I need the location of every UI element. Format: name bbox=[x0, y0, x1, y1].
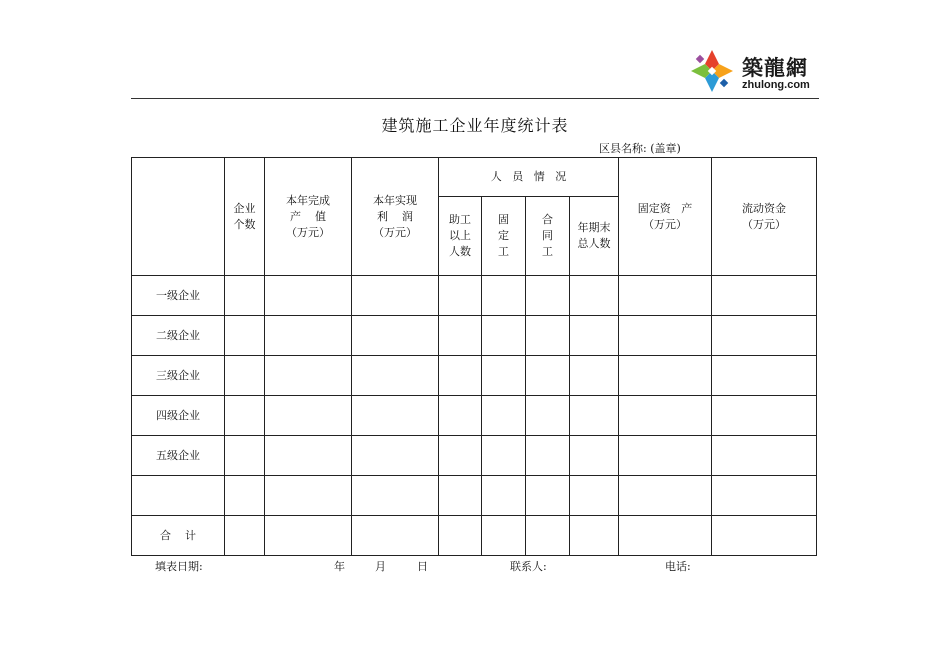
table-cell[interactable] bbox=[352, 396, 439, 436]
table-cell[interactable] bbox=[225, 396, 265, 436]
fill-date-label: 填表日期: bbox=[155, 560, 203, 573]
table-cell[interactable] bbox=[439, 516, 482, 556]
table-row bbox=[132, 356, 817, 396]
row-label-cell bbox=[132, 516, 225, 556]
table-cell[interactable] bbox=[619, 476, 712, 516]
table-cell[interactable] bbox=[225, 516, 265, 556]
table-cell[interactable] bbox=[225, 436, 265, 476]
table-cell[interactable] bbox=[225, 476, 265, 516]
year-label: 年 bbox=[334, 560, 345, 573]
row-label-cell bbox=[132, 316, 225, 356]
table-cell[interactable] bbox=[712, 476, 817, 516]
table-cell[interactable] bbox=[619, 516, 712, 556]
table-cell[interactable] bbox=[439, 316, 482, 356]
table-cell[interactable] bbox=[482, 476, 526, 516]
table-cell[interactable] bbox=[265, 436, 352, 476]
table-row bbox=[132, 316, 817, 356]
header-staff-col-cell bbox=[570, 197, 619, 276]
table-cell[interactable] bbox=[225, 356, 265, 396]
header-fixed-assets-cell bbox=[619, 158, 712, 276]
logo-url: zhulong.com bbox=[742, 79, 810, 91]
logo-mark-purple bbox=[696, 55, 704, 63]
row-label: 二级企业 bbox=[156, 328, 200, 342]
table-cell[interactable] bbox=[570, 356, 619, 396]
table-cell[interactable] bbox=[570, 476, 619, 516]
header-staff-col-cell bbox=[526, 197, 570, 276]
header-output-cell bbox=[265, 158, 352, 276]
table-row bbox=[132, 476, 817, 516]
table-cell[interactable] bbox=[570, 276, 619, 316]
table-row bbox=[132, 396, 817, 436]
form-title: 建筑施工企业年度统计表 bbox=[381, 116, 569, 135]
row-label: 五级企业 bbox=[156, 448, 200, 462]
header-output: 本年完成 产 值 （万元） bbox=[286, 193, 330, 239]
table-row bbox=[132, 516, 817, 556]
table-cell[interactable] bbox=[265, 396, 352, 436]
table-cell[interactable] bbox=[619, 356, 712, 396]
table-cell[interactable] bbox=[482, 436, 526, 476]
header-current-funds-cell bbox=[712, 158, 817, 276]
table-cell[interactable] bbox=[526, 356, 570, 396]
table-row bbox=[132, 436, 817, 476]
table-cell[interactable] bbox=[439, 276, 482, 316]
table-cell[interactable] bbox=[712, 396, 817, 436]
table-cell[interactable] bbox=[619, 396, 712, 436]
row-label: 三级企业 bbox=[156, 368, 200, 382]
row-label-cell bbox=[132, 436, 225, 476]
header-profit-cell bbox=[352, 158, 439, 276]
table-cell[interactable] bbox=[265, 276, 352, 316]
table-cell[interactable] bbox=[482, 276, 526, 316]
district-label: 区县名称: (盖章) bbox=[599, 142, 681, 155]
header-staff-group: 人 员 情 况 bbox=[490, 170, 567, 183]
row-label: 合 计 bbox=[160, 528, 196, 542]
header-staff-group-cell bbox=[439, 158, 619, 197]
table-row bbox=[132, 276, 817, 316]
table-cell[interactable] bbox=[570, 396, 619, 436]
table-cell[interactable] bbox=[439, 396, 482, 436]
table-cell[interactable] bbox=[352, 476, 439, 516]
header-profit: 本年实现 利 润 （万元） bbox=[373, 193, 417, 239]
table-cell[interactable] bbox=[712, 276, 817, 316]
table-cell[interactable] bbox=[482, 356, 526, 396]
header-staff-permanent: 固 定 工 bbox=[498, 213, 509, 258]
header-staff-col-cell bbox=[439, 197, 482, 276]
table-cell[interactable] bbox=[265, 316, 352, 356]
table-cell[interactable] bbox=[526, 396, 570, 436]
row-label: 一级企业 bbox=[156, 288, 200, 302]
header-row-1 bbox=[132, 158, 817, 197]
table-cell[interactable] bbox=[526, 276, 570, 316]
table-cell[interactable] bbox=[225, 316, 265, 356]
table-cell[interactable] bbox=[439, 356, 482, 396]
table-cell[interactable] bbox=[526, 436, 570, 476]
header-rule bbox=[131, 98, 819, 99]
header-row-label-cell bbox=[132, 158, 225, 276]
table-cell[interactable] bbox=[482, 316, 526, 356]
table-body bbox=[132, 276, 817, 556]
table-cell[interactable] bbox=[265, 356, 352, 396]
table-cell[interactable] bbox=[526, 316, 570, 356]
month-label: 月 bbox=[375, 560, 386, 573]
table-cell[interactable] bbox=[265, 476, 352, 516]
table-cell[interactable] bbox=[352, 276, 439, 316]
row-label-cell bbox=[132, 356, 225, 396]
table-cell[interactable] bbox=[265, 516, 352, 556]
table-cell[interactable] bbox=[352, 436, 439, 476]
table-cell[interactable] bbox=[570, 316, 619, 356]
table-cell[interactable] bbox=[619, 316, 712, 356]
header-current-funds: 流动资金 （万元） bbox=[742, 201, 787, 231]
header-fixed-assets: 固定资 产 （万元） bbox=[637, 201, 693, 231]
row-label: 四级企业 bbox=[156, 408, 200, 422]
statistics-table bbox=[131, 157, 817, 556]
table-cell[interactable] bbox=[712, 356, 817, 396]
day-label: 日 bbox=[417, 560, 428, 573]
header-staff-contract: 合 同 工 bbox=[542, 213, 553, 258]
table-cell[interactable] bbox=[570, 436, 619, 476]
table-cell[interactable] bbox=[482, 396, 526, 436]
header-count: 企业 个数 bbox=[233, 201, 256, 231]
table-cell[interactable] bbox=[352, 316, 439, 356]
table-cell[interactable] bbox=[439, 436, 482, 476]
row-label-cell bbox=[132, 476, 225, 516]
row-label-cell bbox=[132, 396, 225, 436]
contact-label: 联系人: bbox=[510, 560, 547, 573]
table-cell[interactable] bbox=[712, 316, 817, 356]
header-staff-assistant: 助工 以上 人数 bbox=[449, 213, 471, 258]
table-cell[interactable] bbox=[619, 276, 712, 316]
table-cell[interactable] bbox=[619, 436, 712, 476]
header-staff-col-cell bbox=[482, 197, 526, 276]
table-cell[interactable] bbox=[352, 516, 439, 556]
table-cell[interactable] bbox=[482, 516, 526, 556]
phone-label: 电话: bbox=[665, 560, 691, 573]
table-cell[interactable] bbox=[712, 436, 817, 476]
table-cell[interactable] bbox=[712, 516, 817, 556]
table-cell[interactable] bbox=[526, 516, 570, 556]
table-cell[interactable] bbox=[225, 276, 265, 316]
table-cell[interactable] bbox=[526, 476, 570, 516]
table-cell[interactable] bbox=[352, 356, 439, 396]
table-cell[interactable] bbox=[570, 516, 619, 556]
logo-mark-navy bbox=[720, 79, 728, 87]
row-label-cell bbox=[132, 276, 225, 316]
header-count-cell bbox=[225, 158, 265, 276]
header-staff-total: 年期末 总人数 bbox=[577, 221, 611, 250]
table-cell[interactable] bbox=[439, 476, 482, 516]
logo-name: 築龍網 bbox=[742, 55, 808, 80]
